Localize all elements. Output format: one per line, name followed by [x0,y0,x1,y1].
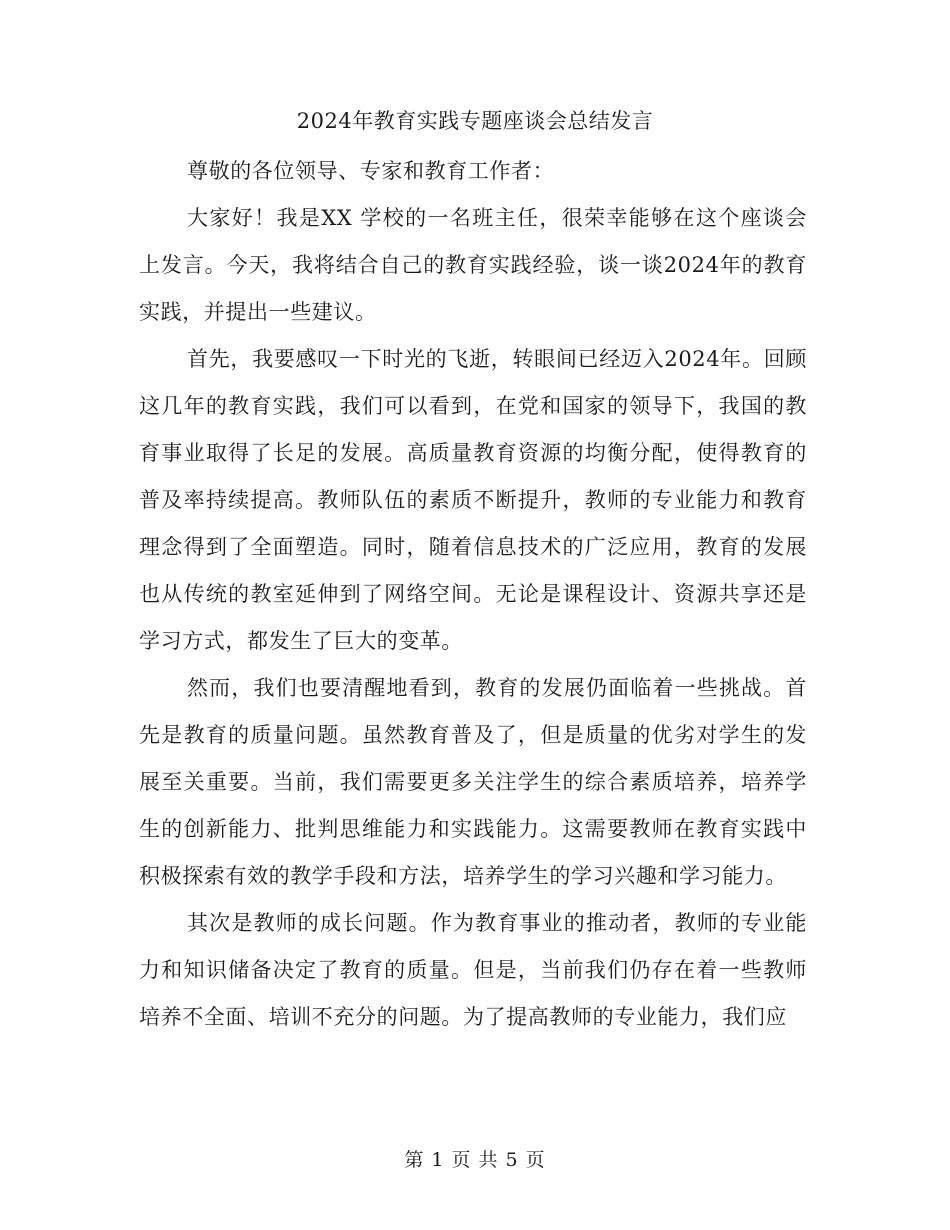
body-paragraph: 大家好！我是XX 学校的一名班主任，很荣幸能够在这个座谈会上发言。今天，我将结合自己的教育实践经验，谈一谈2024年的教育实践，并提出一些建议。 [139,206,807,324]
body-paragraph: 其次是教师的成长问题。作为教育事业的推动者，教师的专业能力和知识储备决定了教育的质量。但是，当前我们仍存在着一些教师培养不全面、培训不充分的问题。为了提高教师的专业能力，我们应 [139,911,807,1029]
document-title: 2024年教育实践专题座谈会总结发言 [296,109,654,133]
body-paragraph: 然而，我们也要清醒地看到，教育的发展仍面临着一些挑战。首先是教育的质量问题。虽然教育普及了，但是质量的优劣对学生的发展至关重要。当前，我们需要更多关注学生的综合素质培养，培养学生的创新能力、批判思维能力和实践能力。这需要教师在教育实践中积极探索有效的教学手段和方法，培养学生的学习兴趣和学习能力。 [139,676,807,888]
body-paragraph: 首先，我要感叹一下时光的飞逝，转眼间已经迈入2024年。回顾这几年的教育实践，我们可以看到，在党和国家的领导下，我国的教育事业取得了长足的发展。高质量教育资源的均衡分配，使得教育的普及率持续提高。教师队伍的素质不断提升，教师的专业能力和教育理念得到了全面塑造。同时，随着信息技术的广泛应用，教育的发展也从传统的教室延伸到了网络空间。无论是课程设计、资源共享还是学习方式，都发生了巨大的变革。 [139,347,807,653]
document-body [139,148,807,1041]
salutation-paragraph: 尊敬的各位领导、专家和教育工作者： [187,159,555,183]
page-number-footer: 第 1 页 共 5 页 [404,1149,546,1171]
